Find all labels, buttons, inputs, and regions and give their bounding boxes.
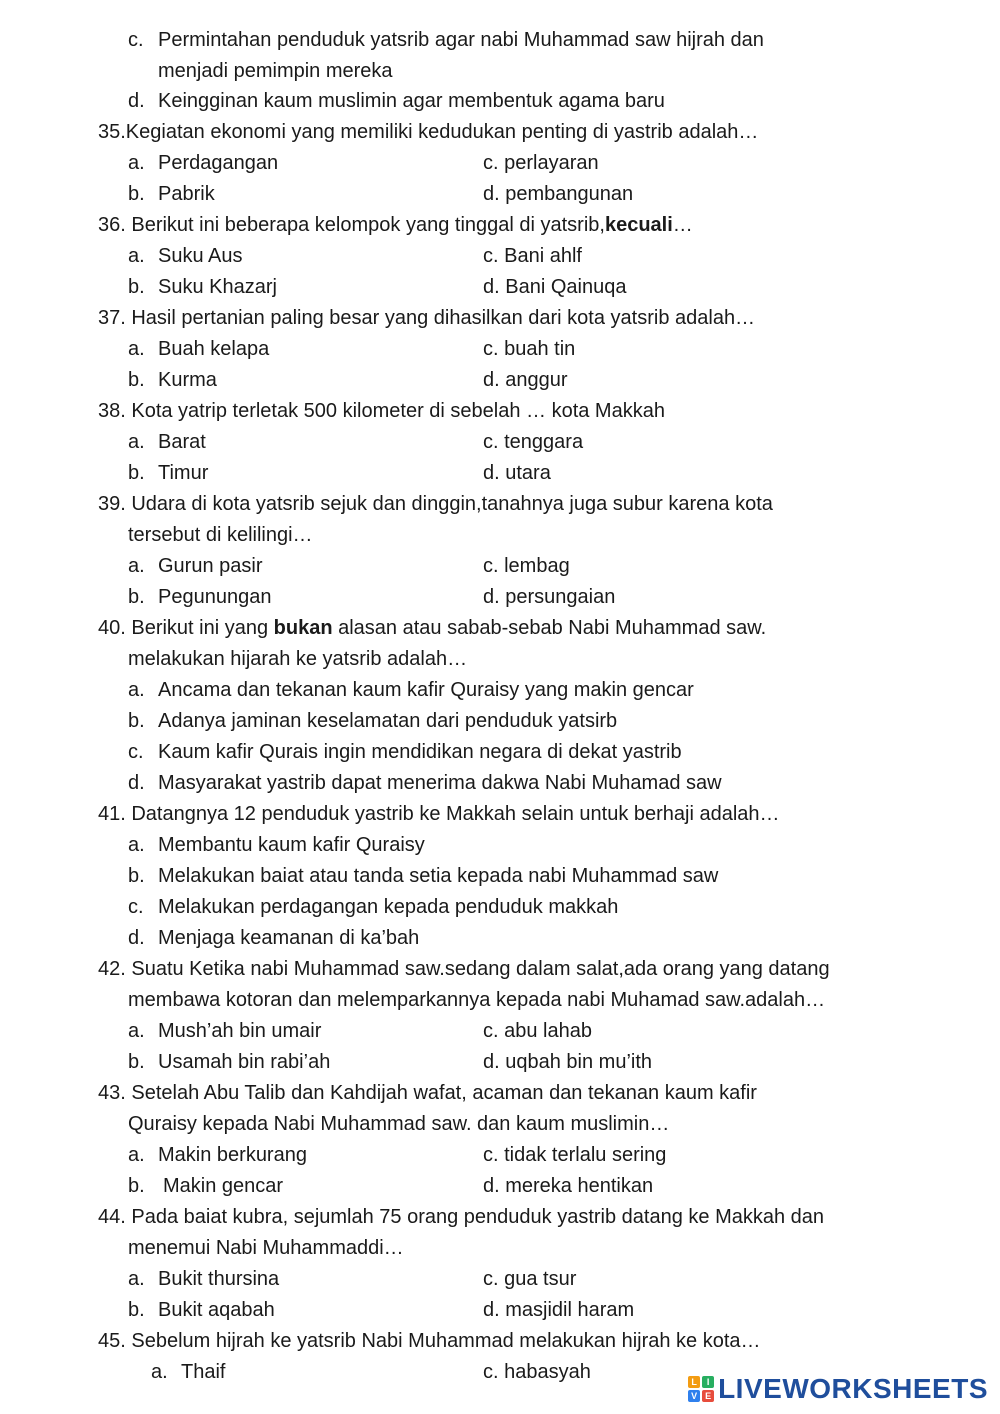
option-text: Gurun pasir: [158, 555, 263, 577]
option-letter: a.: [128, 245, 145, 267]
option-text: c. habasyah: [483, 1361, 591, 1383]
option-text: d. Bani Qainuqa: [483, 276, 627, 298]
option-text: Membantu kaum kafir Quraisy: [158, 834, 425, 856]
option-text: c. perlayaran: [483, 152, 599, 174]
logo-tile: V: [688, 1390, 700, 1402]
option-text: c. lembag: [483, 555, 570, 577]
option-letter: b.: [128, 462, 145, 484]
option-letter: a.: [128, 338, 145, 360]
option-text: Mush’ah bin umair: [158, 1020, 322, 1042]
option-text: Perdagangan: [158, 152, 279, 174]
option-letter: d.: [128, 90, 145, 112]
liveworksheets-logo-text: LIVEWORKSHEETS: [718, 1373, 988, 1404]
question-stem: 37. Hasil pertanian paling besar yang dihasilkan dari kota yatsrib adalah…: [98, 307, 756, 329]
logo-tile: L: [688, 1376, 700, 1388]
liveworksheets-logo-icon: [688, 1376, 714, 1402]
option-letter: b.: [128, 1051, 145, 1073]
option-text: Suku Khazarj: [158, 276, 277, 298]
option-text: Masyarakat yastrib dapat menerima dakwa Nabi Muhamad saw: [158, 772, 722, 794]
option-letter: c.: [128, 896, 144, 918]
question-stem: 44. Pada baiat kubra, sejumlah 75 orang penduduk yastrib datang ke Makkah dan: [98, 1206, 825, 1228]
option-text: Makin gencar: [163, 1175, 284, 1197]
question-stem: 36. Berikut ini beberapa kelompok yang tinggal di yatsrib,kecuali…: [98, 214, 693, 236]
option-letter: a.: [128, 1144, 145, 1166]
emphasis: kecuali: [604, 214, 673, 236]
question-stem: 42. Suatu Ketika nabi Muhammad saw.sedang dalam salat,ada orang yang datang: [98, 958, 830, 980]
option-letter: a.: [128, 555, 145, 577]
option-text: Adanya jaminan keselamatan dari penduduk yatsirb: [158, 710, 618, 732]
option-letter: d.: [128, 772, 145, 794]
option-text: d. utara: [483, 462, 551, 484]
option-letter: b.: [128, 710, 145, 732]
emphasis: bukan: [273, 617, 333, 639]
option-text: c. gua tsur: [483, 1268, 577, 1290]
liveworksheets-logo[interactable]: [688, 1372, 988, 1406]
option-text: d. mereka hentikan: [483, 1175, 654, 1197]
question-stem: 43. Setelah Abu Talib dan Kahdijah wafat, acaman dan tekanan kaum kafir: [98, 1082, 757, 1104]
question-stem: 41. Datangnya 12 penduduk yastrib ke Makkah selain untuk berhaji adalah…: [98, 803, 780, 825]
option-letter: b.: [128, 369, 145, 391]
option-letter: a.: [128, 1020, 145, 1042]
option-text: Usamah bin rabi’ah: [158, 1051, 331, 1073]
option-letter: a.: [128, 1268, 145, 1290]
option-letter: b.: [128, 1175, 145, 1197]
option-text: Keingginan kaum muslimin agar membentuk agama baru: [158, 90, 665, 112]
option-letter: d.: [128, 927, 145, 949]
option-text: d. uqbah bin mu’ith: [483, 1051, 653, 1073]
question-stem: 35.Kegiatan ekonomi yang memiliki kedudukan penting di yastrib adalah…: [98, 121, 759, 143]
question-stem-cont: melakukan hijarah ke yatsrib adalah…: [128, 648, 468, 670]
option-text: Barat: [158, 431, 206, 453]
logo-tile: E: [702, 1390, 714, 1402]
option-text: c. Bani ahlf: [483, 245, 582, 267]
option-letter: b.: [128, 586, 145, 608]
option-letter: a.: [128, 834, 145, 856]
option-text: Bukit aqabah: [158, 1299, 275, 1321]
option-text: Kurma: [158, 369, 217, 391]
question-stem: 39. Udara di kota yatsrib sejuk dan dinggin,tanahnya juga subur karena kota: [98, 493, 773, 515]
question-stem-cont: menemui Nabi Muhammaddi…: [128, 1237, 404, 1259]
option-text: Bukit thursina: [158, 1268, 280, 1290]
question-stem: 45. Sebelum hijrah ke yatsrib Nabi Muhammad melakukan hijrah ke kota…: [98, 1330, 761, 1352]
option-letter: b.: [128, 276, 145, 298]
option-letter: c.: [128, 29, 144, 51]
option-text: d. anggur: [483, 369, 568, 391]
question-stem-cont: membawa kotoran dan melemparkannya kepada nabi Muhamad saw.adalah…: [128, 989, 826, 1011]
option-text: Pegunungan: [158, 586, 272, 608]
option-text: Makin berkurang: [158, 1144, 307, 1166]
option-text: c. buah tin: [483, 338, 576, 360]
option-text: c. tenggara: [483, 431, 584, 453]
option-text: d. masjidil haram: [483, 1299, 635, 1321]
option-text: Suku Aus: [158, 245, 243, 267]
option-letter: b.: [128, 183, 145, 205]
option-letter: a.: [151, 1361, 168, 1383]
question-stem-cont: Quraisy kepada Nabi Muhammad saw. dan kaum muslimin…: [128, 1113, 670, 1135]
option-letter: a.: [128, 679, 145, 701]
option-letter: c.: [128, 741, 144, 763]
option-text: Pabrik: [158, 183, 215, 205]
option-letter: a.: [128, 152, 145, 174]
option-text: Permintahan penduduk yatsrib agar nabi Muhammad saw hijrah dan: [158, 29, 764, 51]
option-letter: b.: [128, 1299, 145, 1321]
option-text: Timur: [158, 462, 209, 484]
question-stem: 40. Berikut ini yang bukan alasan atau sabab-sebab Nabi Muhammad saw.: [98, 617, 767, 639]
option-text: Kaum kafir Qurais ingin mendidikan negara di dekat yastrib: [158, 741, 682, 763]
option-text: Ancama dan tekanan kaum kafir Quraisy yang makin gencar: [158, 679, 694, 701]
option-text: d. pembangunan: [483, 183, 634, 205]
option-text-cont: menjadi pemimpin mereka: [158, 60, 393, 82]
logo-tile: I: [702, 1376, 714, 1388]
option-text: c. tidak terlalu sering: [483, 1144, 667, 1166]
option-text: c. abu lahab: [483, 1020, 592, 1042]
option-text: Melakukan baiat atau tanda setia kepada nabi Muhammad saw: [158, 865, 719, 887]
question-stem: 38. Kota yatrip terletak 500 kilometer di sebelah … kota Makkah: [98, 400, 665, 422]
option-text: Buah kelapa: [158, 338, 270, 360]
option-text: Menjaga keamanan di ka’bah: [158, 927, 420, 949]
option-text: Melakukan perdagangan kepada penduduk makkah: [158, 896, 619, 918]
option-text: d. persungaian: [483, 586, 616, 608]
option-letter: a.: [128, 431, 145, 453]
option-letter: b.: [128, 865, 145, 887]
option-text: Thaif: [181, 1361, 226, 1383]
question-stem-cont: tersebut di kelilingi…: [128, 524, 313, 546]
